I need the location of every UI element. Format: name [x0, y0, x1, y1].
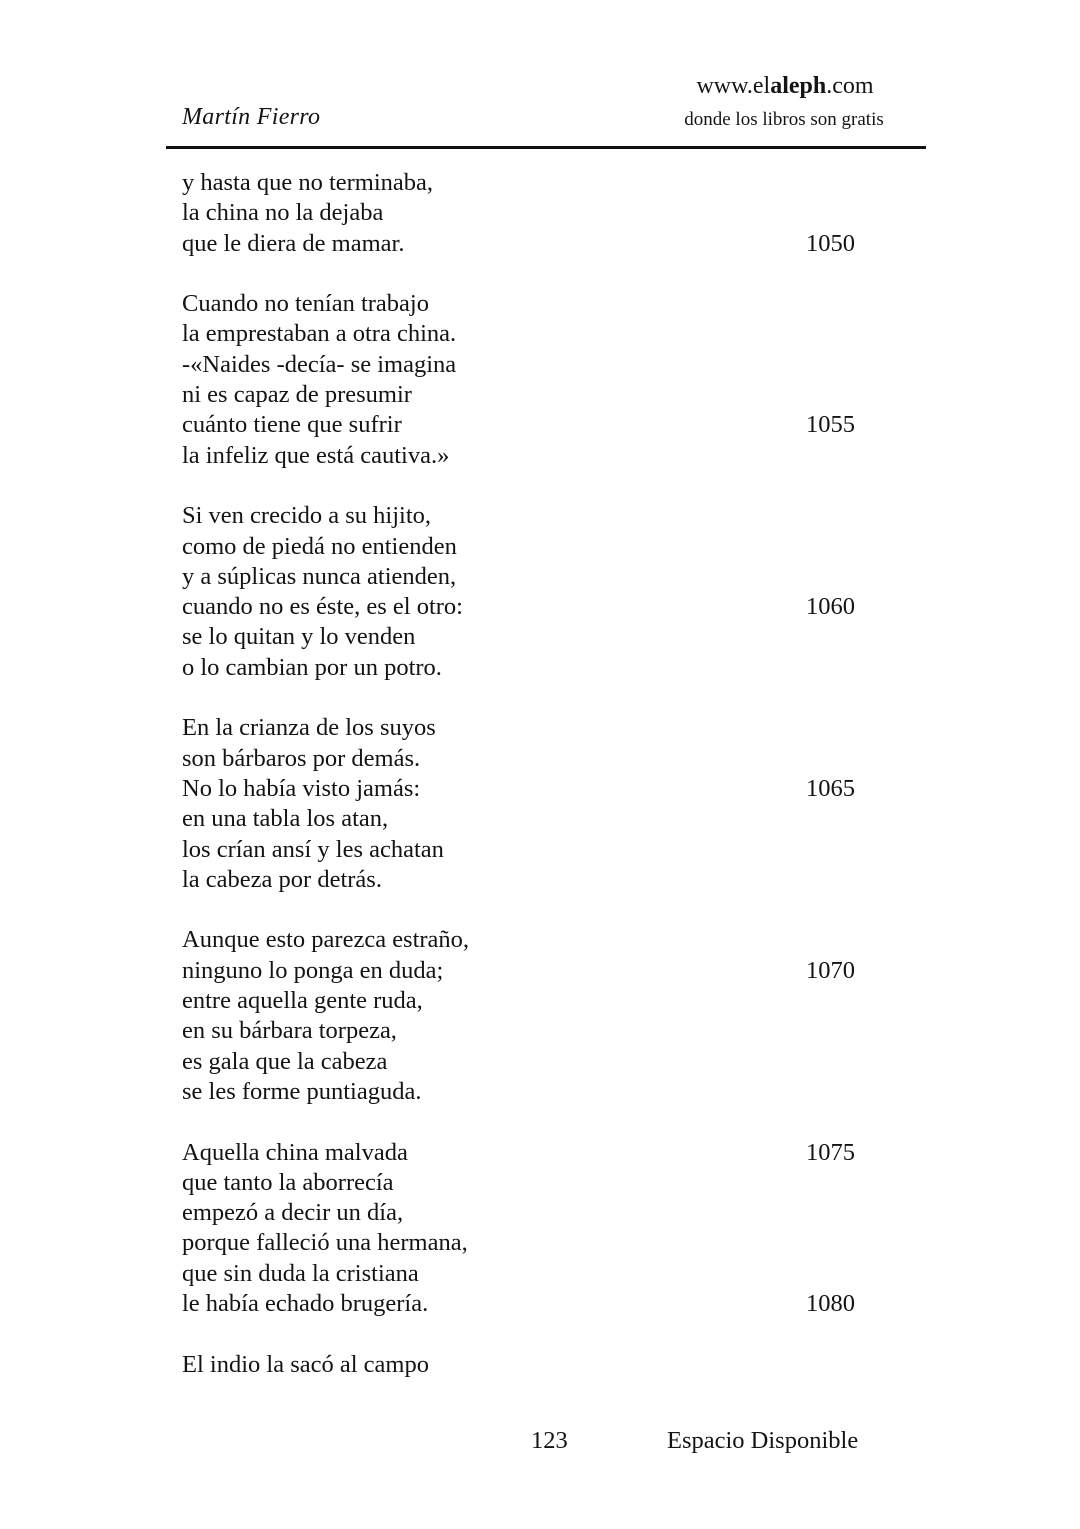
stanza	[182, 501, 882, 683]
verse-line	[182, 804, 882, 834]
site-url[interactable]	[670, 73, 900, 100]
verse-text: que sin duda la cristiana	[182, 1259, 419, 1287]
verse-text: Cuando no tenían trabajo	[182, 290, 429, 318]
verse-text: la cabeza por detrás.	[182, 865, 382, 893]
stanza-gap	[182, 1319, 882, 1349]
line-number: 1080	[806, 1289, 855, 1317]
verse-text: y hasta que no terminaba,	[182, 169, 434, 196]
line-number: 1065	[806, 774, 855, 802]
stanza	[182, 713, 882, 895]
verse-line	[182, 744, 882, 774]
verse-line	[182, 501, 882, 531]
verse-text: -«Naides -decía- se imagina	[182, 350, 457, 378]
verse-line	[182, 1077, 882, 1107]
verse-line	[182, 1259, 882, 1289]
line-number: 1055	[806, 411, 855, 439]
verse-line	[182, 835, 882, 865]
header-divider	[166, 146, 926, 149]
verse-text: se lo quitan y lo venden	[182, 623, 416, 651]
stanza	[182, 1350, 882, 1380]
stanza-gap	[182, 1107, 882, 1137]
stanza-gap	[182, 471, 882, 501]
verse-text: empezó a decir un día,	[182, 1199, 404, 1227]
verse-line	[182, 622, 882, 652]
verse-text: la china no la dejaba	[182, 199, 384, 227]
verse-text: entre aquella gente ruda,	[182, 987, 423, 1015]
stanza-gap	[182, 895, 882, 925]
verse-line	[182, 1350, 882, 1380]
verse-line	[182, 380, 882, 410]
stanza	[182, 925, 882, 1107]
verse-line	[182, 350, 882, 380]
verse-text: Si ven crecido a su hijito,	[182, 502, 432, 530]
verse-line	[182, 1168, 882, 1198]
verse-text: No lo había visto jamás:	[182, 774, 421, 802]
site-url-bold: aleph	[770, 73, 827, 99]
verse-line	[182, 289, 882, 319]
verse-text: El indio la sacó al campo	[182, 1350, 429, 1378]
verse-text: Aquella china malvada	[182, 1138, 408, 1166]
verse-text: o lo cambian por un potro.	[182, 653, 442, 681]
stanza	[182, 289, 882, 471]
verse-text: ni es capaz de presumir	[182, 381, 412, 409]
verse-line	[182, 1047, 882, 1077]
line-number: 1050	[806, 229, 855, 257]
verse-line	[182, 198, 882, 228]
verse-line	[182, 713, 882, 743]
verse-line	[182, 562, 882, 592]
verse-line	[182, 1198, 882, 1228]
stanza	[182, 168, 882, 259]
line-number: 1060	[806, 593, 855, 621]
verse-line	[182, 410, 882, 440]
verse-text: que tanto la aborrecía	[182, 1168, 394, 1196]
verse-text: la emprestaban a otra china.	[182, 320, 457, 348]
stanza-gap	[182, 259, 882, 289]
verse-line	[182, 865, 882, 895]
verse-text: ninguno lo ponga en duda;	[182, 956, 444, 984]
verse-line	[182, 532, 882, 562]
verse-text: los crían ansí y les achatan	[182, 835, 444, 863]
verse-line	[182, 592, 882, 622]
verse-line	[182, 1228, 882, 1258]
verse-line	[182, 229, 882, 259]
verse-text: en su bárbara torpeza,	[182, 1017, 397, 1045]
verse-text: es gala que la cabeza	[182, 1047, 388, 1075]
verse-text: cuando no es éste, es el otro:	[182, 593, 463, 621]
poem-body	[182, 168, 882, 1380]
verse-line	[182, 1138, 882, 1168]
site-url-suffix: .com	[826, 73, 874, 99]
stanza	[182, 1138, 882, 1320]
verse-text: como de piedá no entienden	[182, 532, 457, 560]
verse-line	[182, 774, 882, 804]
verse-line	[182, 653, 882, 683]
site-tagline: donde los libros son gratis	[684, 109, 884, 130]
verse-line	[182, 319, 882, 349]
footer-text: Espacio Disponible	[667, 1427, 859, 1454]
verse-text: Aunque esto parezca estraño,	[182, 926, 470, 954]
line-number: 1070	[806, 956, 855, 984]
verse-text: En la crianza de los suyos	[182, 714, 436, 742]
verse-line	[182, 1016, 882, 1046]
book-title: Martín Fierro	[182, 104, 321, 130]
verse-line	[182, 168, 882, 198]
verse-text: y a súplicas nunca atienden,	[182, 562, 457, 590]
verse-line	[182, 956, 882, 986]
verse-text: se les forme puntiaguda.	[182, 1077, 422, 1105]
verse-text: en una tabla los atan,	[182, 805, 389, 833]
verse-text: le había echado brugería.	[182, 1289, 429, 1317]
verse-text: son bárbaros por demás.	[182, 744, 421, 772]
page-number: 123	[531, 1427, 568, 1454]
site-url-prefix: www.el	[696, 73, 771, 99]
verse-line	[182, 1289, 882, 1319]
verse-text: que le diera de mamar.	[182, 229, 405, 257]
stanza-gap	[182, 683, 882, 713]
line-number: 1075	[806, 1138, 855, 1166]
verse-line	[182, 925, 882, 955]
verse-line	[182, 986, 882, 1016]
verse-line	[182, 441, 882, 471]
verse-text: cuánto tiene que sufrir	[182, 411, 402, 439]
verse-text: la infeliz que está cautiva.»	[182, 441, 450, 469]
verse-text: porque falleció una hermana,	[182, 1229, 468, 1257]
